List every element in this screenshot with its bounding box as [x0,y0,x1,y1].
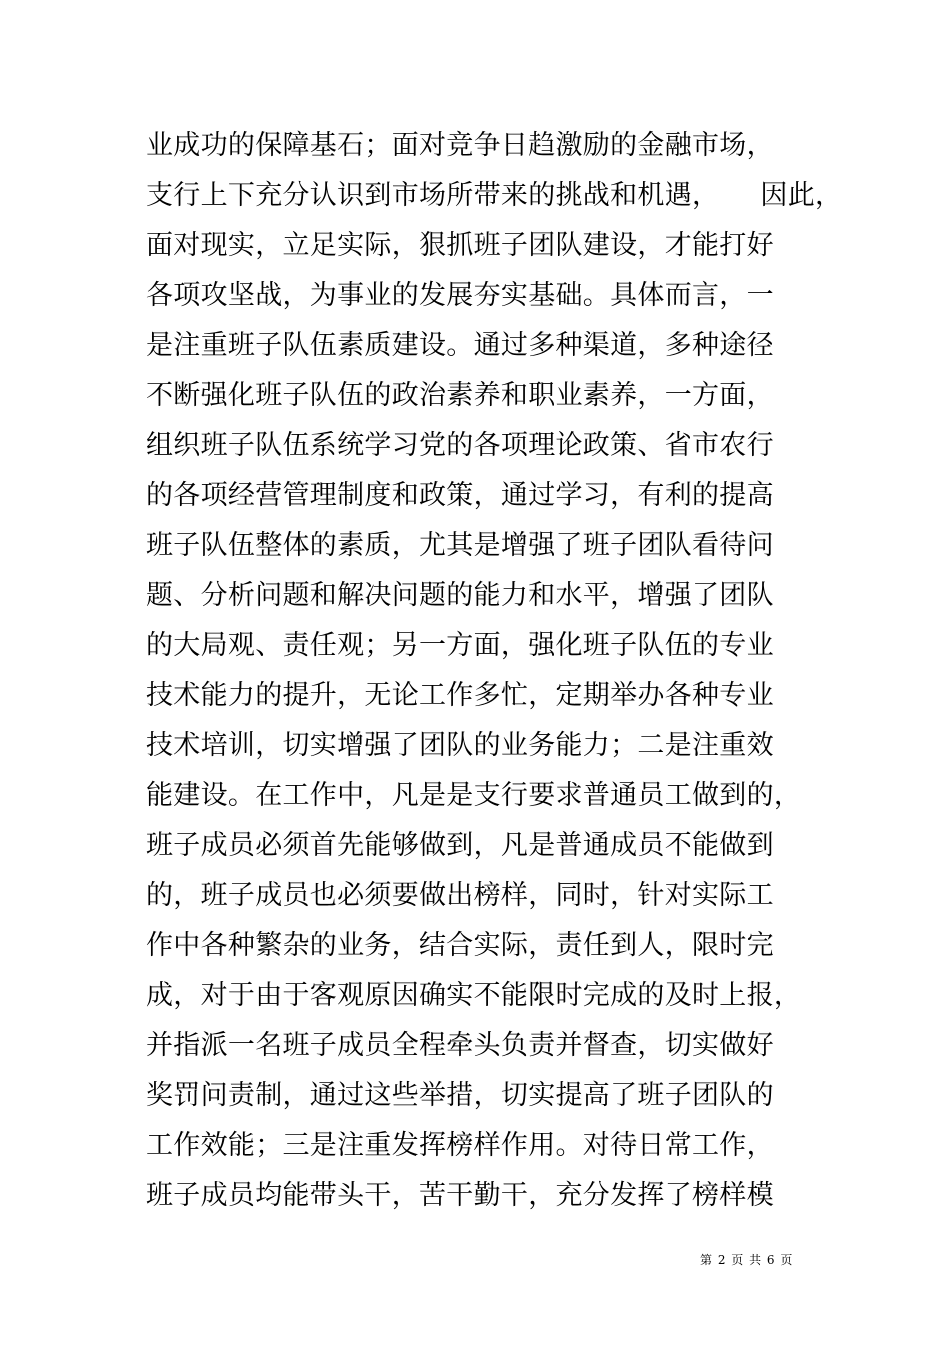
text-line: 的各项经营管理制度和政策，通过学习，有利的提高 [146,480,774,511]
text-line: 班子成员必须首先能够做到，凡是普通成员不能做到 [146,830,774,861]
text-line: 的，班子成员也必须要做出榜样，同时，针对实际工 [146,880,774,911]
text-line: 是注重班子队伍素质建设。通过多种渠道，多种途径 [146,330,774,361]
body-text [146,121,843,1221]
text-line: 能建设。在工作中，凡是是支行要求普通员工做到的， [146,780,802,811]
text-line: 技术培训，切实增强了团队的业务能力；二是注重效 [146,730,774,761]
text-line: 工作效能；三是注重发挥榜样作用。对待日常工作， [146,1130,774,1161]
page-number-footer: 第 2 页 共 6 页 [700,1253,794,1267]
text-line: 作中各种繁杂的业务，结合实际，责任到人，限时完 [146,930,774,961]
text-line: 面对现实，立足实际，狠抓班子团队建设，才能打好 [146,230,774,261]
text-line: 不断强化班子队伍的政治素养和职业素养，一方面， [146,380,774,411]
text-line: 业成功的保障基石；面对竞争日趋激励的金融市场， [146,130,774,161]
text-line: 班子队伍整体的素质，尤其是增强了班子团队看待问 [146,530,774,561]
text-line: 各项攻坚战，为事业的发展夯实基础。具体而言，一 [146,280,774,311]
text-line: 成，对于由于客观原因确实不能限时完成的及时上报， [146,980,802,1011]
text-line: 技术能力的提升，无论工作多忙，定期举办各种专业 [146,680,774,711]
text-line: 支行上下充分认识到市场所带来的挑战和机遇， 因此， [146,180,843,211]
text-line: 组织班子队伍系统学习党的各项理论政策、省市农行 [146,430,774,461]
text-line: 奖罚问责制，通过这些举措，切实提高了班子团队的 [146,1080,774,1111]
text-line: 的大局观、责任观；另一方面，强化班子队伍的专业 [146,630,774,661]
text-line: 题、分析问题和解决问题的能力和水平，增强了团队 [146,580,774,611]
text-line: 并指派一名班子成员全程牵头负责并督查，切实做好 [146,1030,774,1061]
text-line: 班子成员均能带头干，苦干勤干，充分发挥了榜样模 [146,1180,774,1211]
